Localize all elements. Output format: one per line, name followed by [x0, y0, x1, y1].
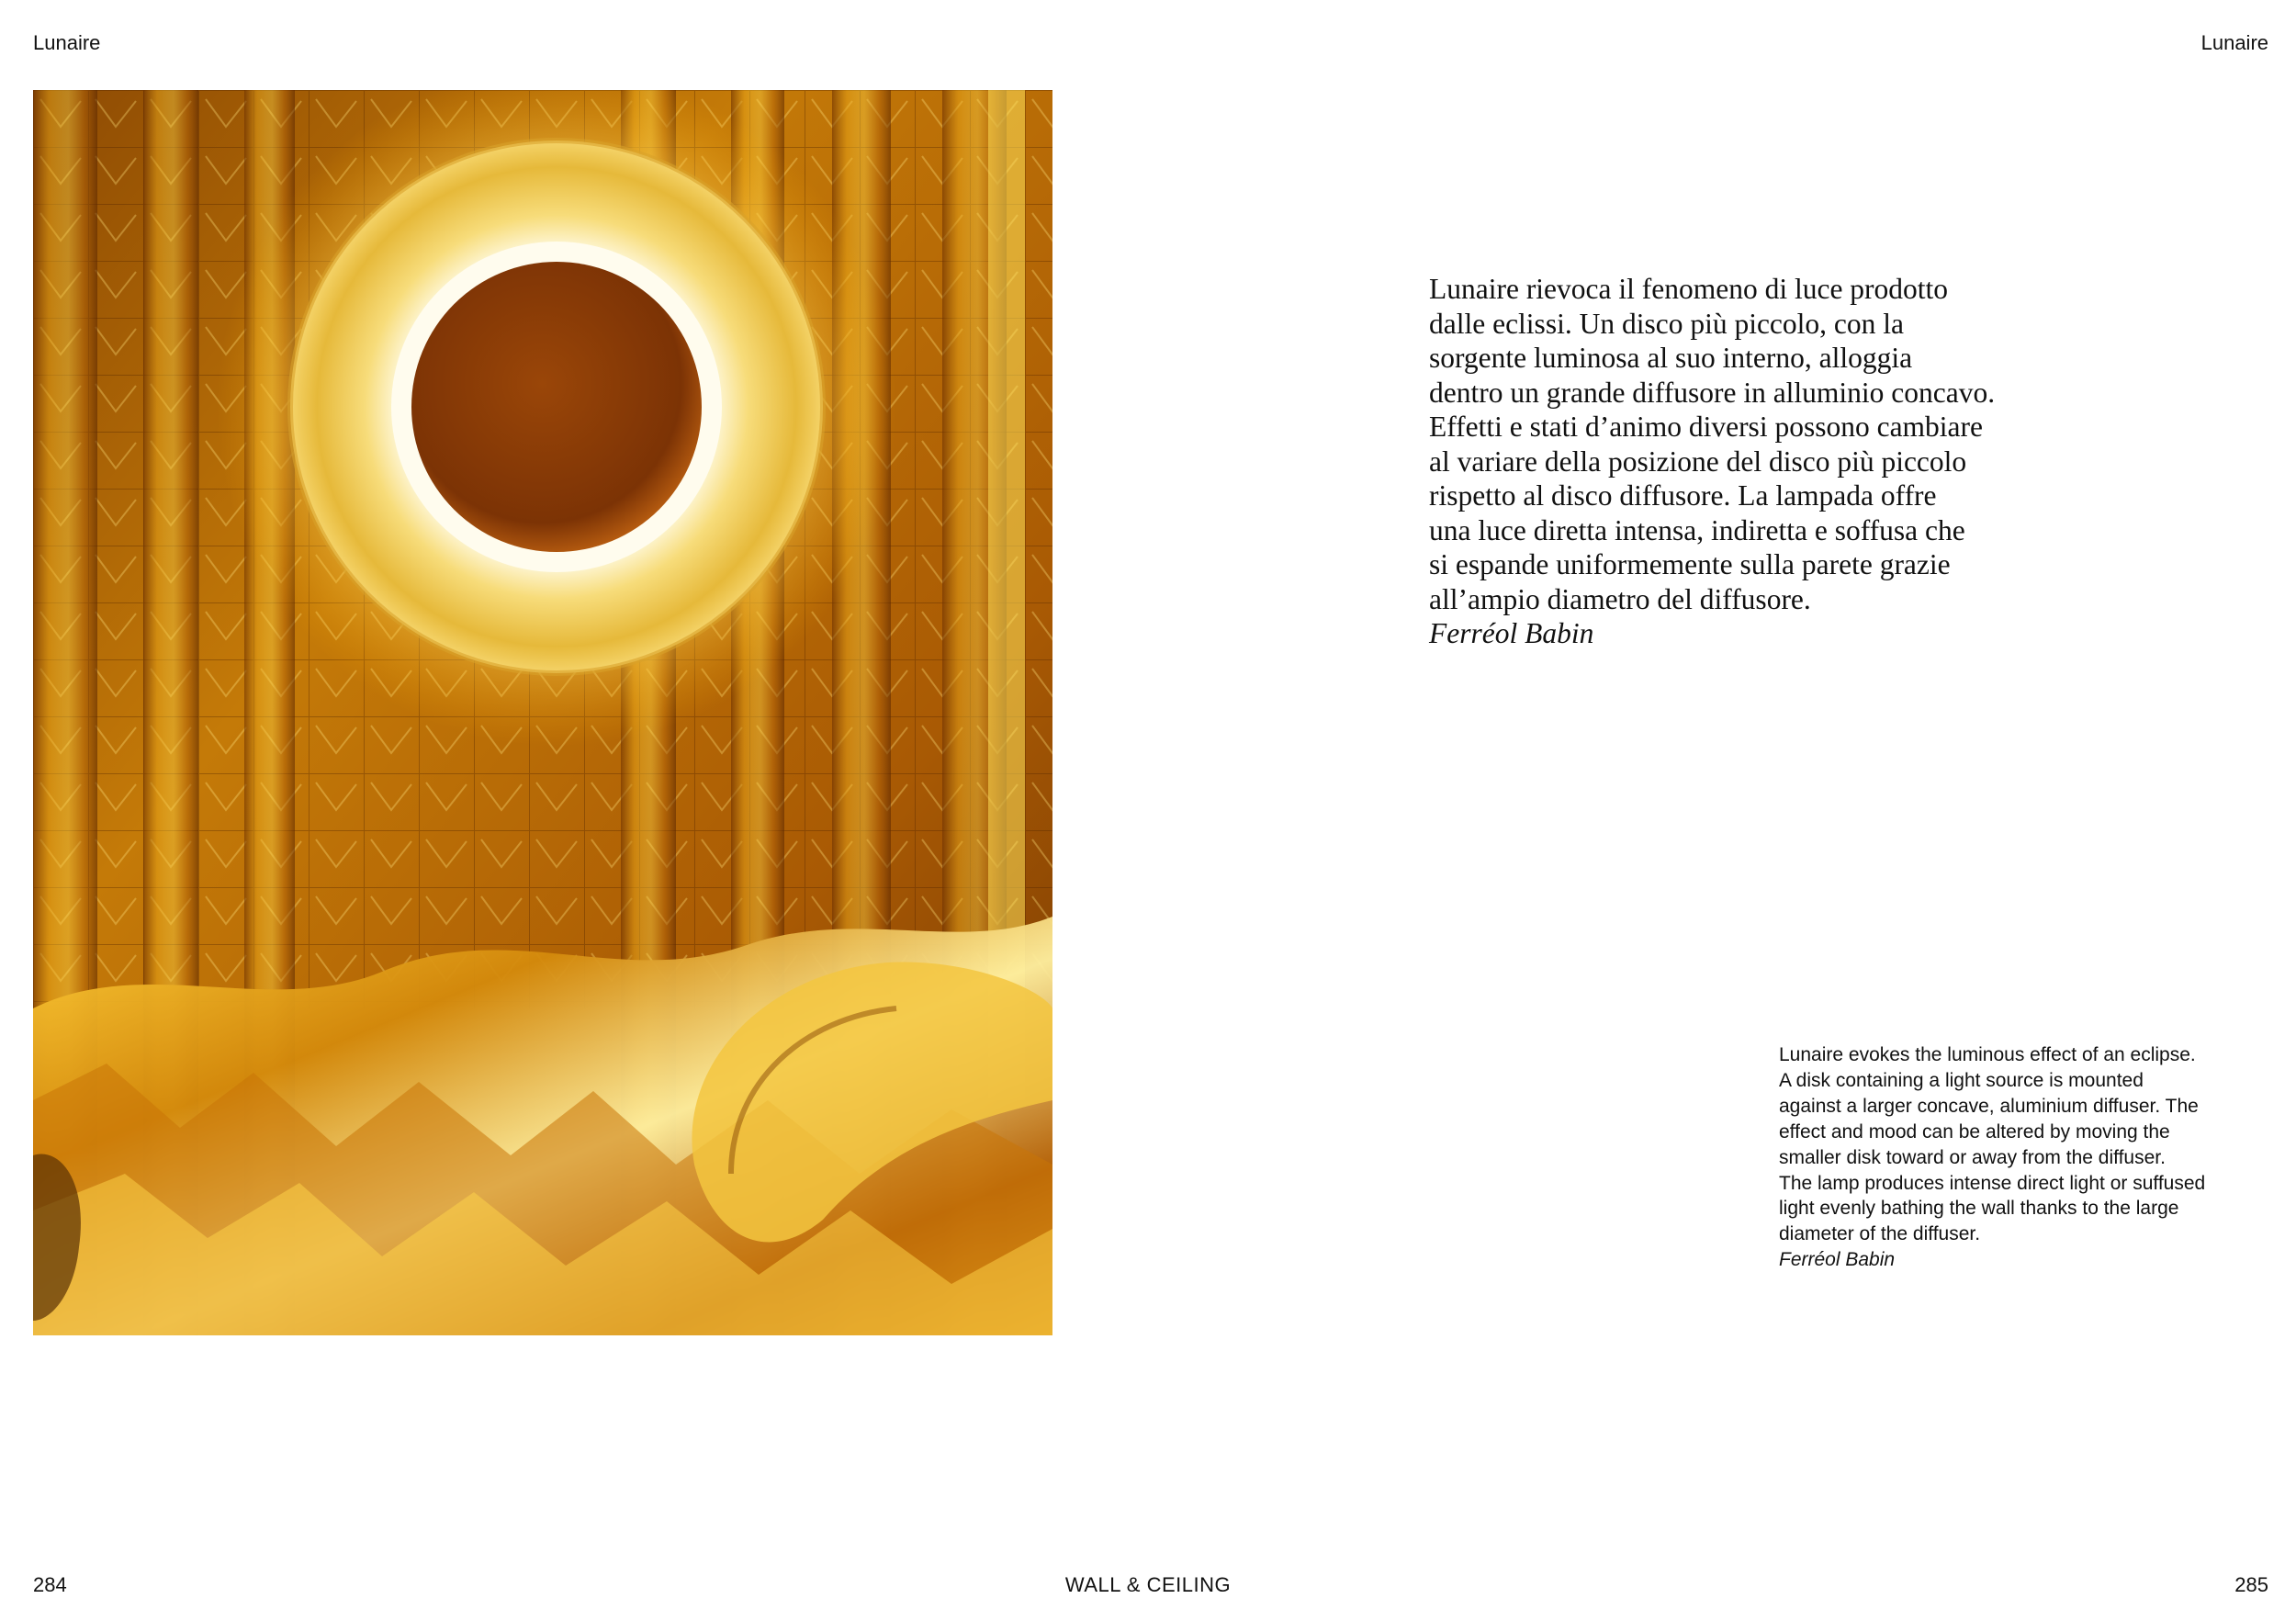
running-head-right: Lunaire [2200, 31, 2268, 54]
section-title: WALL & CEILING [1064, 1573, 1232, 1596]
italian-line: Lunaire rievoca il fenomeno di luce prodotto [1429, 273, 1949, 305]
italian-line: sorgente luminosa al suo interno, alloggia [1429, 342, 1913, 374]
english-line: smaller disk toward or away from the diffuser. [1779, 1146, 2166, 1168]
italian-line: rispetto al disco diffusore. La lampada offre [1429, 479, 1937, 512]
english-line: The lamp produces intense direct light or suffused [1779, 1172, 2206, 1194]
italian-line: all’ampio diametro del diffusore. [1429, 582, 1811, 615]
lamp-photo-illustration [33, 90, 1052, 1335]
page-number-right: 285 [2234, 1573, 2268, 1596]
italian-line: dentro un grande diffusore in alluminio concavo. [1429, 376, 1996, 409]
english-line: against a larger concave, aluminium diffuser. The [1779, 1095, 2199, 1117]
english-line: diameter of the diffuser. [1779, 1223, 1981, 1245]
english-author: Ferréol Babin [1779, 1249, 1896, 1271]
english-line: effect and mood can be altered by moving the [1779, 1120, 2170, 1143]
english-line: light evenly bathing the wall thanks to the large [1779, 1198, 2179, 1220]
italian-description [1429, 272, 2090, 651]
italian-line: si espande uniformemente sulla parete grazie [1429, 548, 1951, 580]
running-head-left: Lunaire [33, 31, 101, 54]
english-line: A disk containing a light source is mounted [1779, 1069, 2144, 1091]
english-description [1779, 1042, 2275, 1273]
italian-line: al variare della posizione del disco più piccolo [1429, 445, 1967, 478]
english-line: Lunaire evokes the luminous effect of an eclipse. [1779, 1044, 2196, 1065]
italian-line: Effetti e stati d’animo diversi possono cambiare [1429, 411, 1984, 443]
page-number-left: 284 [33, 1573, 67, 1596]
italian-line: una luce diretta intensa, indiretta e soffusa che [1429, 513, 1965, 546]
italian-line: dalle eclissi. Un disco più piccolo, con la [1429, 307, 1904, 340]
lunaire-lamp-photo [33, 90, 1052, 1335]
italian-author: Ferréol Babin [1429, 617, 1594, 649]
